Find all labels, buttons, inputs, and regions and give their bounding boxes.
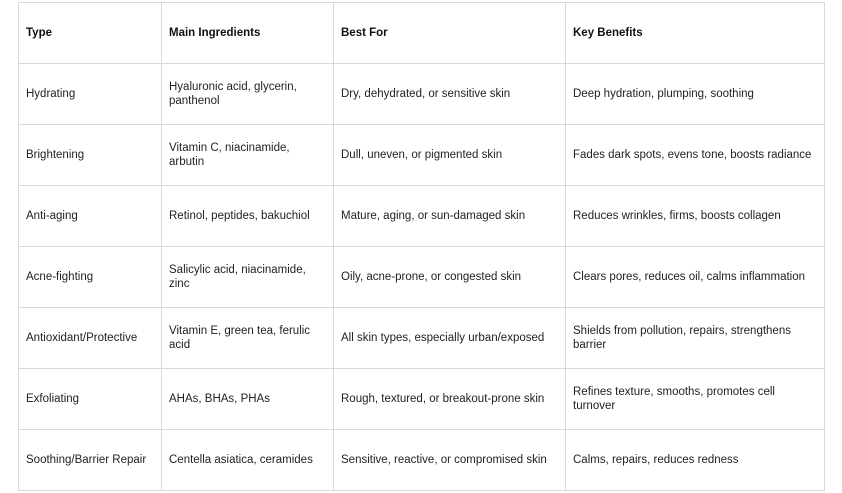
cell-type: Antioxidant/Protective — [19, 308, 162, 369]
cell-main-ingredients: Vitamin E, green tea, ferulic acid — [162, 308, 334, 369]
serum-types-table — [18, 2, 825, 491]
table-body — [19, 64, 825, 491]
table-row — [19, 64, 825, 125]
cell-type: Soothing/Barrier Repair — [19, 430, 162, 491]
cell-type: Anti-aging — [19, 186, 162, 247]
header-main-ingredients: Main Ingredients — [162, 3, 334, 64]
table-row — [19, 125, 825, 186]
cell-main-ingredients: AHAs, BHAs, PHAs — [162, 369, 334, 430]
header-type: Type — [19, 3, 162, 64]
table-row — [19, 308, 825, 369]
cell-key-benefits: Clears pores, reduces oil, calms inflammation — [566, 247, 825, 308]
table-row — [19, 247, 825, 308]
cell-best-for: Oily, acne-prone, or congested skin — [334, 247, 566, 308]
cell-main-ingredients: Centella asiatica, ceramides — [162, 430, 334, 491]
cell-key-benefits: Fades dark spots, evens tone, boosts radiance — [566, 125, 825, 186]
cell-key-benefits: Reduces wrinkles, firms, boosts collagen — [566, 186, 825, 247]
cell-main-ingredients: Vitamin C, niacinamide, arbutin — [162, 125, 334, 186]
cell-key-benefits: Deep hydration, plumping, soothing — [566, 64, 825, 125]
cell-main-ingredients: Salicylic acid, niacinamide, zinc — [162, 247, 334, 308]
cell-key-benefits: Refines texture, smooths, promotes cell turnover — [566, 369, 825, 430]
cell-main-ingredients: Hyaluronic acid, glycerin, panthenol — [162, 64, 334, 125]
table-header — [19, 3, 825, 64]
cell-type: Brightening — [19, 125, 162, 186]
cell-best-for: Rough, textured, or breakout-prone skin — [334, 369, 566, 430]
cell-type: Acne-fighting — [19, 247, 162, 308]
header-key-benefits: Key Benefits — [566, 3, 825, 64]
cell-type: Exfoliating — [19, 369, 162, 430]
cell-key-benefits: Shields from pollution, repairs, strengthens barrier — [566, 308, 825, 369]
cell-best-for: Dull, uneven, or pigmented skin — [334, 125, 566, 186]
header-best-for: Best For — [334, 3, 566, 64]
cell-best-for: All skin types, especially urban/exposed — [334, 308, 566, 369]
table-row — [19, 369, 825, 430]
cell-main-ingredients: Retinol, peptides, bakuchiol — [162, 186, 334, 247]
cell-best-for: Dry, dehydrated, or sensitive skin — [334, 64, 566, 125]
table-row — [19, 186, 825, 247]
cell-type: Hydrating — [19, 64, 162, 125]
cell-best-for: Sensitive, reactive, or compromised skin — [334, 430, 566, 491]
table-row — [19, 430, 825, 491]
cell-best-for: Mature, aging, or sun-damaged skin — [334, 186, 566, 247]
header-row — [19, 3, 825, 64]
cell-key-benefits: Calms, repairs, reduces redness — [566, 430, 825, 491]
